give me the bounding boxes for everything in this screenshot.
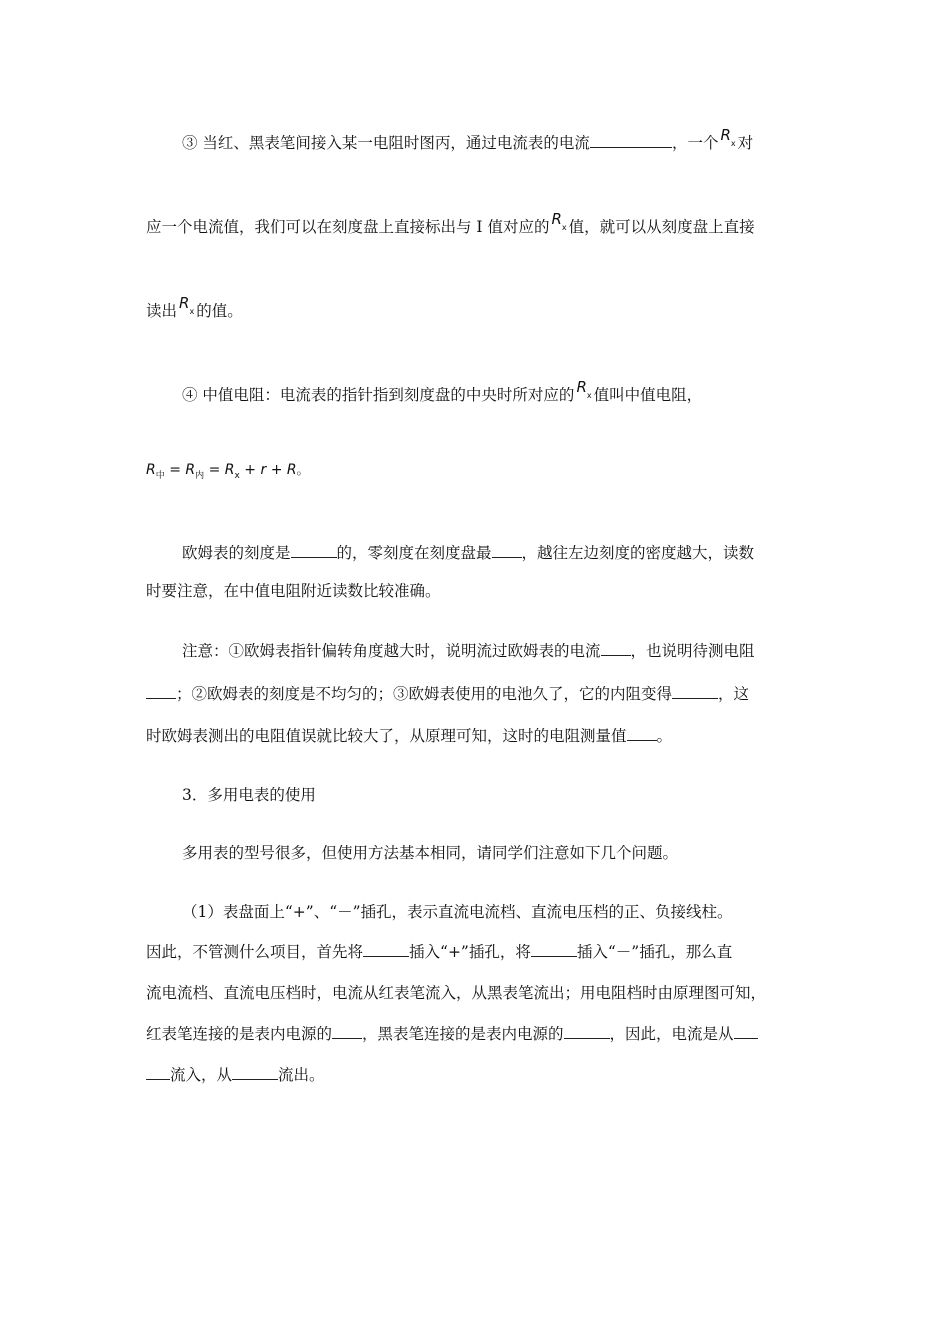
para-4-line-1: ④ 中值电阻：电流表的指针指到刻度盘的中央时所对应的 $R_x$ 值叫中值电阻， bbox=[182, 378, 703, 404]
item-1-line-3: 流电流档、直流电压档时，电流从红表笔流入，从黑表笔流出；用电阻档时由原理图可知， bbox=[146, 984, 767, 1002]
blank bbox=[672, 684, 718, 699]
blank bbox=[146, 1065, 170, 1080]
para-3-line-3: 读出 $R_x$ 的值。 bbox=[146, 294, 243, 320]
blank bbox=[601, 641, 631, 656]
notes-line-2: ；②欧姆表的刻度是不均匀的；③欧姆表使用的电池久了，它的内阻变得 ，这 bbox=[146, 683, 816, 705]
blank bbox=[564, 1024, 610, 1039]
rx-symbol: $R_x$ bbox=[179, 294, 195, 316]
section-heading: 3．多用电表的使用 bbox=[182, 786, 316, 804]
blank bbox=[492, 543, 522, 558]
blank bbox=[531, 942, 577, 957]
median-resistance-formula: $R_中 = R_内 = R_x + r + R$。 bbox=[146, 462, 309, 481]
para-3-line-1: ③ 当红、黑表笔间接入某一电阻时图丙，通过电流表的电流 ，一个 $R_x$ 对 bbox=[182, 126, 754, 152]
blank bbox=[291, 543, 337, 558]
scale-para-line-2: 时要注意，在中值电阻附近读数比较准确。 bbox=[146, 582, 441, 600]
blank bbox=[332, 1024, 362, 1039]
rx-symbol: $R_x$ bbox=[551, 210, 567, 232]
blank bbox=[232, 1065, 278, 1080]
blank bbox=[627, 726, 657, 741]
blank bbox=[590, 133, 672, 148]
item-1-line-1: （1）表盘面上“+”、“－”插孔，表示直流电流档、直流电压档的正、负接线柱。 bbox=[182, 903, 733, 921]
blank bbox=[146, 684, 176, 699]
item-1-line-5: 流入，从 流出。 bbox=[146, 1064, 816, 1086]
rx-symbol: $R_x$ bbox=[720, 126, 736, 148]
notes-line-1: 注意：①欧姆表指针偏转角度越大时，说明流过欧姆表的电流 ，也说明待测电阻 bbox=[182, 642, 755, 660]
rx-symbol: $R_x$ bbox=[576, 378, 592, 400]
blank bbox=[363, 942, 409, 957]
intro-paragraph: 多用表的型号很多，但使用方法基本相同，请同学们注意如下几个问题。 bbox=[182, 844, 679, 862]
item-1-line-2: 因此，不管测什么项目，首先将 插入“+”插孔，将 插入“－”插孔，那么直 bbox=[146, 943, 733, 961]
item-1-line-4: 红表笔连接的是表内电源的 ，黑表笔连接的是表内电源的 ，因此，电流是从 bbox=[146, 1023, 816, 1045]
blank bbox=[734, 1024, 758, 1039]
notes-line-3: 时欧姆表测出的电阻值误就比较大了，从原理可知，这时的电阻测量值 。 bbox=[146, 727, 673, 745]
para-3-line-2: 应一个电流值，我们可以在刻度盘上直接标出与 I 值对应的 $R_x$ 值，就可以从刻度盘上直接 bbox=[146, 210, 755, 236]
scale-para-line-1: 欧姆表的刻度是 的，零刻度在刻度盘最 ，越往左边刻度的密度越大，读数 bbox=[182, 544, 755, 562]
